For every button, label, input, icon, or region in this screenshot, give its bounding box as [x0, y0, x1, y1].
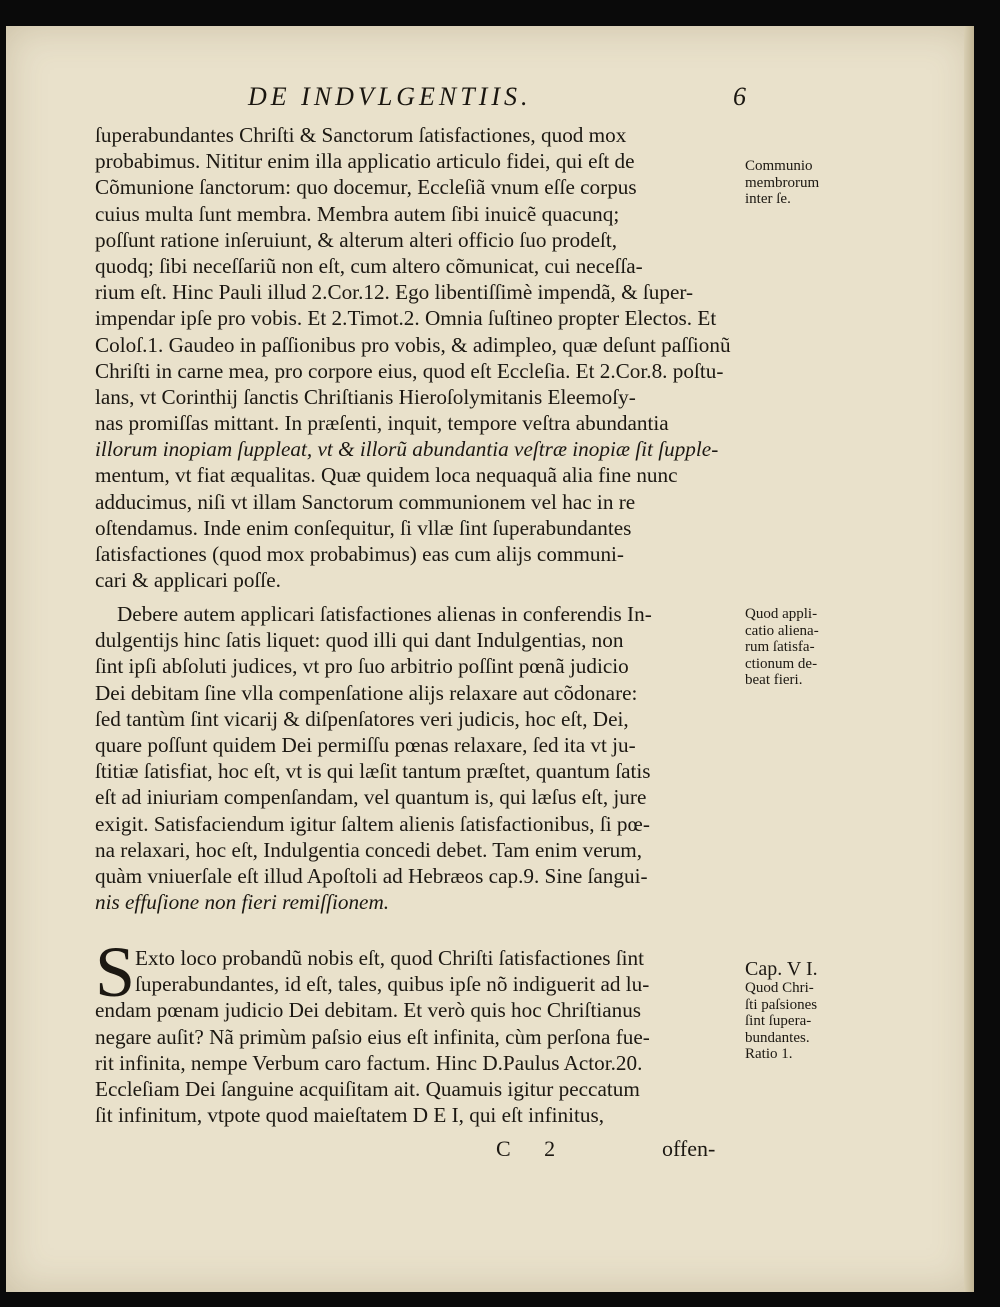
- text-line: Coloſ.1. Gaudeo in paſſionibus pro vobis, & adimpleo, quæ deſunt paſſionũ: [95, 332, 731, 357]
- margin-note-line: bundantes.: [745, 1029, 810, 1046]
- text-line: ſuperabundantes, id eſt, tales, quibus ipſe nõ indiguerit ad lu-: [135, 972, 650, 997]
- text-line: quodq; ſibi neceſſariũ non eſt, cum altero cõmunicat, cui neceſſa-: [95, 253, 643, 278]
- margin-note-line: ſint ſupera-: [745, 1013, 812, 1029]
- text-line: impendar ipſe pro vobis. Et 2.Timot.2. Omnia ſuſtineo propter Electos. Et: [95, 306, 717, 331]
- text-line: ſit infinitum, vtpote quod maieſtatem D E I, qui eſt infinitus,: [95, 1103, 605, 1128]
- margin-note-line: inter ſe.: [745, 191, 791, 207]
- text-line: endam pœnam judicio Dei debitam. Et verò quis hoc Chriſtianus: [95, 998, 642, 1023]
- text-line: illorum inopiam ſuppleat, vt & illorũ abundantia veſtræ inopiæ ſit ſupple-: [95, 437, 719, 462]
- running-head-title: DE INDVLGENTIIS.: [248, 82, 532, 111]
- running-head: [0, 82, 1000, 112]
- text-line: rit infinita, nempe Verbum caro factum. Hinc D.Paulus Actor.20.: [95, 1050, 643, 1075]
- text-line: eſt ad iniuriam compenſandam, vel quantum is, qui læſus eſt, jure: [95, 785, 647, 810]
- text-line: Debere autem applicari ſatisfactiones alienas in conferendis In-: [117, 602, 652, 626]
- text-line: exigit. Satisfaciendum igitur ſaltem alienis ſatisfactionibus, ſi pœ-: [95, 811, 650, 836]
- text-line: poſſunt ratione inſeruiunt, & alterum alteri officio ſuo prodeſt,: [95, 227, 618, 252]
- chapter-heading: Cap. V I.: [745, 958, 818, 980]
- text-line: Dei debitam ſine vlla compenſatione alijs relaxare aut cõdonare:: [95, 680, 638, 705]
- text-line: mentum, vt fiat æqualitas. Quæ quidem loca nequaquã alia fine nunc: [95, 463, 678, 488]
- text-line: probabimus. Nititur enim illa applicatio articulo fidei, qui eſt de: [95, 149, 635, 174]
- margin-note-line: Quod Chri-: [745, 980, 814, 996]
- margin-note-applicatio: [745, 606, 855, 689]
- text-line: ſuperabundantes Chriſti & Sanctorum ſatisfactiones, quod mox: [95, 123, 627, 147]
- margin-note-communio: [745, 158, 855, 208]
- margin-note-line: membrorum: [745, 174, 820, 191]
- margin-note-chapter: [745, 958, 855, 1063]
- margin-note-line: Communio: [745, 158, 813, 174]
- margin-note-line: Quod appli-: [745, 606, 818, 622]
- text-line: ſed tantùm ſint vicarij & diſpenſatores veri judicis, hoc eſt, Dei,: [95, 706, 629, 731]
- text-line: negare auſit? Nã primùm paſsio eius eſt infinita, cùm perſona fue-: [95, 1024, 650, 1049]
- text-line: quare poſſunt quidem Dei permiſſu pœnas relaxare, ſed ita vt ju-: [95, 732, 636, 757]
- margin-note-line: rum ſatisfa-: [745, 639, 815, 655]
- margin-note-line: catio aliena-: [745, 622, 819, 639]
- paragraph-3: [95, 945, 735, 1128]
- text-line: nas promiſſas mittant. In præſenti, inquit, tempore veſtra abundantia: [95, 411, 669, 436]
- text-line: lans, vt Corinthij ſanctis Chriſtianis Hieroſolymitanis Eleemoſy-: [95, 384, 636, 409]
- margin-note-line: ctionum de-: [745, 655, 818, 672]
- catchword: offen-: [662, 1136, 716, 1161]
- text-line: dulgentijs hinc ſatis liquet: quod illi qui dant Indulgentias, non: [95, 628, 624, 653]
- paragraph-2: [95, 601, 735, 915]
- margin-note-line: Ratio 1.: [745, 1046, 793, 1062]
- text-line: ſatisfactiones (quod mox probabimus) eas cum alijs communi-: [95, 542, 624, 566]
- page-number: 6: [733, 82, 746, 111]
- text-line: ſtitiæ ſatisfiat, hoc eſt, vt is qui læſit tantum præſtet, quantum ſatis: [95, 759, 651, 784]
- signature-mark: C 2: [496, 1136, 570, 1161]
- text-line: cari & applicari poſſe.: [95, 568, 281, 593]
- text-line: quàm vniuerſale eſt illud Apoſtoli ad Hebræos cap.9. Sine ſangui-: [95, 863, 648, 888]
- drop-cap: S: [95, 932, 136, 1012]
- text-line: oſtendamus. Inde enim conſequitur, ſi vllæ ſint ſuperabundantes: [95, 515, 632, 540]
- text-line: na relaxari, hoc eſt, Indulgentia concedi debet. Tam enim verum,: [95, 837, 643, 862]
- page-footer: [0, 1136, 1000, 1166]
- text-line: rium eſt. Hinc Pauli illud 2.Cor.12. Ego libentiſſimè impendã, & ſuper-: [95, 280, 694, 305]
- text-line: Exto loco probandũ nobis eſt, quod Chriſti ſatisfactiones ſint: [135, 946, 645, 970]
- page-edge: [964, 26, 974, 1292]
- text-line: Chriſti in carne mea, pro corpore eius, quod eſt Eccleſia. Et 2.Cor.8. poſtu-: [95, 358, 724, 383]
- text-line: ſint ipſi abſoluti judices, vt pro ſuo arbitrio poſſint pœnã judicio: [95, 654, 629, 679]
- margin-note-line: ſti paſsiones: [745, 996, 818, 1013]
- text-line: Eccleſiam Dei ſanguine acquiſitam ait. Quamuis igitur peccatum: [95, 1076, 640, 1101]
- paragraph-1: [95, 122, 735, 593]
- margin-note-line: beat fieri.: [745, 672, 803, 688]
- text-line: cuius multa ſunt membra. Membra autem ſibi inuicẽ quacunq;: [95, 201, 620, 226]
- text-line: adducimus, niſi vt illam Sanctorum communionem vel hac in re: [95, 489, 636, 514]
- text-line: nis effuſione non fieri remiſſionem.: [95, 890, 390, 915]
- text-line: Cõmunione ſanctorum: quo docemur, Eccleſiã vnum eſſe corpus: [95, 175, 637, 200]
